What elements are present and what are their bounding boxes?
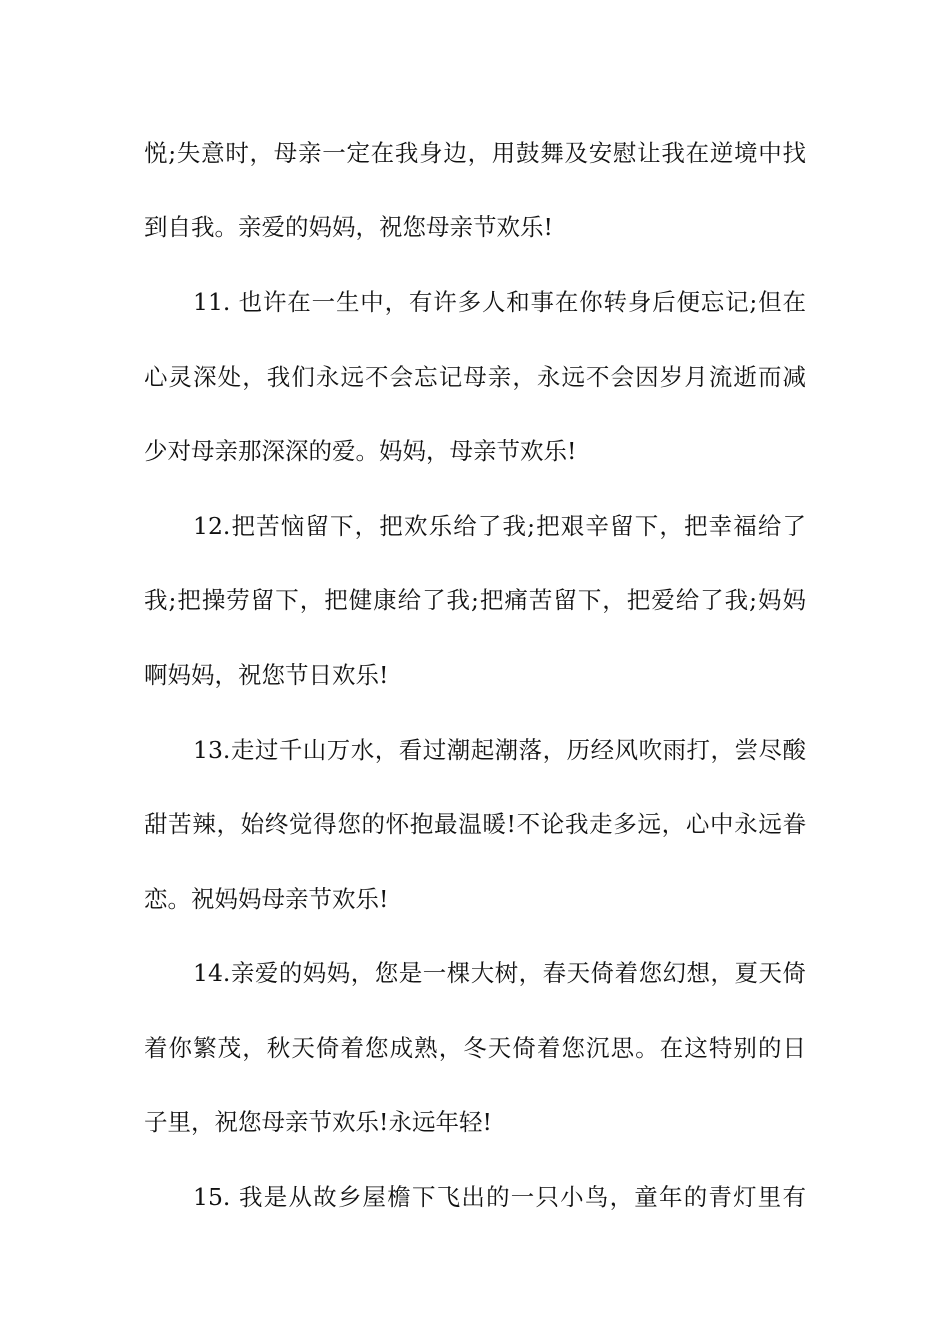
- text-line: 恋。祝妈妈母亲节欢乐!: [144, 885, 389, 913]
- text-line: 甜苦辣，始终觉得您的怀抱最温暖!不论我走多远，心中永远眷: [144, 810, 806, 838]
- text-line: 到自我。亲爱的妈妈，祝您母亲节欢乐!: [144, 213, 553, 241]
- text-line: 我;把操劳留下，把健康给了我;把痛苦留下，把爱给了我;妈妈: [144, 586, 806, 614]
- text-line: 啊妈妈，祝您节日欢乐!: [144, 661, 389, 689]
- paragraph-14-first-line: 14.亲爱的妈妈，您是一棵大树，春天倚着您幻想，夏天倚: [193, 959, 806, 987]
- text-line: 悦;失意时，母亲一定在我身边，用鼓舞及安慰让我在逆境中找: [144, 139, 806, 167]
- text-line: 子里，祝您母亲节欢乐!永远年轻!: [144, 1108, 492, 1136]
- paragraph-15-first-line: 15. 我是从故乡屋檐下飞出的一只小鸟，童年的青灯里有: [193, 1183, 806, 1211]
- text-line: 心灵深处，我们永远不会忘记母亲，永远不会因岁月流逝而减: [144, 363, 806, 391]
- text-line: 少对母亲那深深的爱。妈妈，母亲节欢乐!: [144, 437, 577, 465]
- paragraph-12-first-line: 12.把苦恼留下，把欢乐给了我;把艰辛留下，把幸福给了: [193, 512, 806, 540]
- paragraph-13-first-line: 13.走过千山万水，看过潮起潮落，历经风吹雨打，尝尽酸: [193, 736, 806, 764]
- paragraph-11-first-line: 11. 也许在一生中，有许多人和事在你转身后便忘记;但在: [193, 288, 806, 316]
- text-line: 着你繁茂，秋天倚着您成熟，冬天倚着您沉思。在这特别的日: [144, 1034, 806, 1062]
